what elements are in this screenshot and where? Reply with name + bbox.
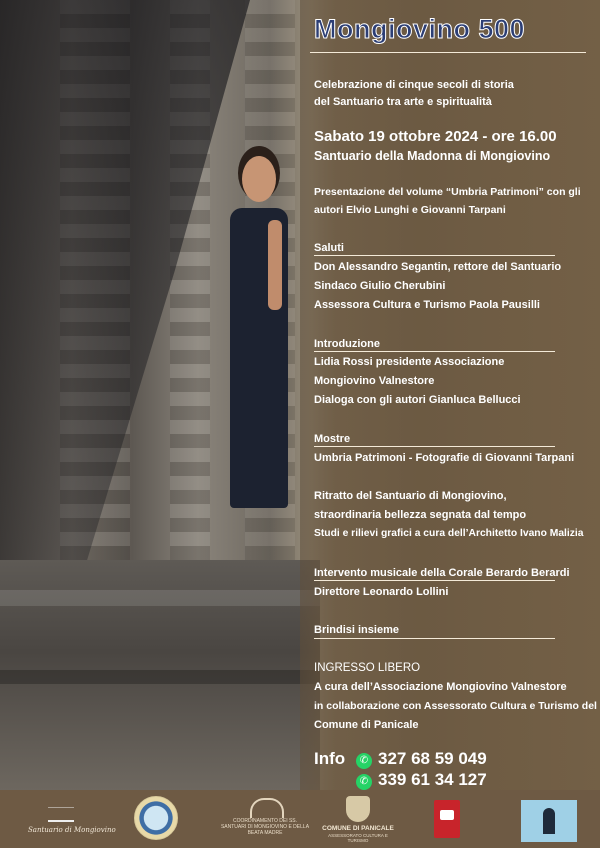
santuario-logo (28, 796, 116, 842)
brindisi-line: Brindisi insieme (314, 624, 399, 636)
comune-name: COMUNE DI PANICALE (322, 825, 394, 832)
circular-emblem-icon (134, 796, 178, 840)
music-line: Intervento musicale della Corale Berardo Berardi (314, 567, 570, 579)
music-director: Direttore Leonardo Lollini (314, 586, 449, 598)
list-item: Studi e rilievi grafici a cura dell’Architetto Ivano Malizia (314, 528, 584, 539)
whatsapp-icon: ✆ (356, 774, 372, 790)
list-item: straordinaria bellezza segnata dal tempo (314, 509, 527, 521)
free-entry: INGRESSO LIBERO (314, 662, 421, 674)
divider (314, 255, 555, 256)
section-heading-mostre: Mostre (314, 433, 351, 445)
figure-head (242, 156, 276, 202)
divider (314, 580, 555, 581)
lighthouse-logo (521, 796, 577, 842)
list-item: Sindaco Giulio Cherubini (314, 280, 446, 292)
subtitle-line: del Santuario tra arte e spiritualità (314, 96, 492, 108)
divider (314, 351, 555, 352)
church-icon (48, 798, 74, 822)
arch-icon (250, 798, 284, 818)
associazione-logo (132, 796, 178, 842)
phone-number[interactable]: 327 68 59 049 (378, 749, 487, 768)
poster-title: Mongiovino 500 (314, 14, 526, 44)
event-venue: Santuario della Madonna di Mongiovino (314, 149, 551, 163)
coordinamento-logo (220, 796, 310, 842)
presentation-line: autori Elvio Lunghi e Giovanni Tarpani (314, 204, 506, 216)
divider (314, 638, 555, 639)
red-logo (430, 796, 464, 842)
list-item: Don Alessandro Segantin, rettore del Santuario (314, 261, 562, 273)
subtitle-line: Celebrazione di cinque secoli di storia (314, 79, 514, 91)
list-item: Mongiovino Valnestore (314, 375, 435, 387)
coordinamento-text: COORDINAMENTO DEI SS. SANTUARI DI MONGIOVINO E DELLA BEATA MADRE (220, 818, 310, 836)
list-item: Ritratto del Santuario di Mongiovino, (314, 490, 507, 502)
assessorato-text: ASSESSORATO CULTURA E TURISMO (328, 833, 388, 843)
info-label: Info (314, 749, 346, 768)
organizer-line: Comune di Panicale (314, 719, 419, 731)
divider (310, 52, 586, 53)
presentation-line: Presentazione del volume “Umbria Patrimoni” con gli (314, 186, 581, 198)
whatsapp-icon: ✆ (356, 753, 372, 769)
comune-logo (320, 796, 396, 842)
santuario-logo-text: Santuario di Mongiovino (28, 826, 116, 834)
section-heading-saluti: Saluti (314, 242, 344, 254)
event-date: Sabato 19 ottobre 2024 - ore 16.00 (314, 128, 557, 145)
section-heading-introduzione: Introduzione (314, 338, 380, 350)
column-base (0, 560, 320, 790)
list-item: Dialoga con gli autori Gianluca Bellucci (314, 394, 521, 406)
red-badge-icon (434, 800, 460, 838)
organizer-line: A cura dell’Associazione Mongiovino Valnestore (314, 681, 567, 693)
divider (314, 446, 555, 447)
tower-icon (521, 800, 577, 842)
phone-number[interactable]: 339 61 34 127 (378, 770, 487, 789)
figure-arm (268, 220, 282, 310)
organizer-line: in collaborazione con Assessorato Cultura e Turismo del (314, 700, 597, 712)
woman-figure (228, 150, 292, 510)
list-item: Lidia Rossi presidente Associazione (314, 356, 505, 368)
list-item: Assessora Cultura e Turismo Paola Pausilli (314, 299, 540, 311)
crest-icon (346, 796, 370, 822)
list-item: Umbria Patrimoni - Fotografie di Giovanni Tarpani (314, 452, 575, 464)
